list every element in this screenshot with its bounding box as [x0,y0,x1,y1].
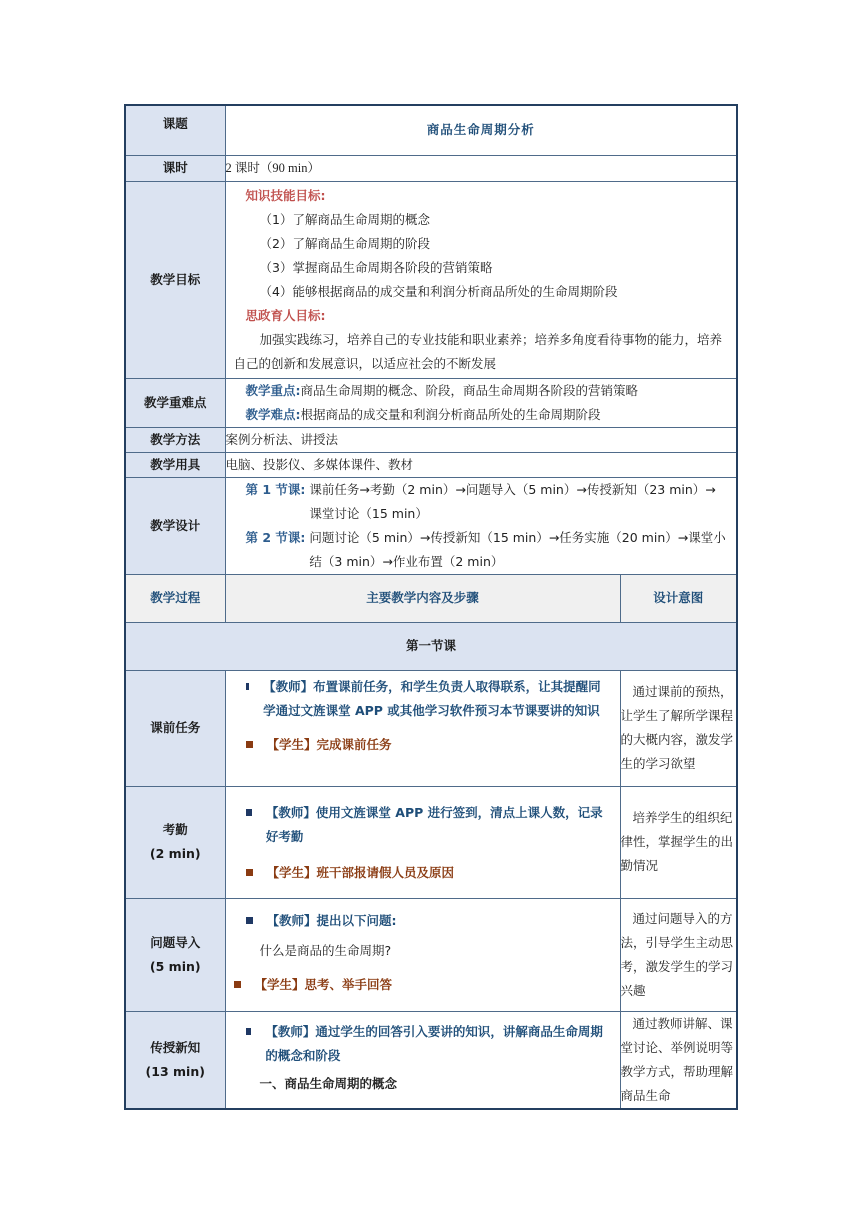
hours-label: 课时 [125,155,225,181]
process-intent: 通过课前的预热，让学生了解所学课程的大概内容，激发学生的学习欲望 [620,670,737,786]
process-label: 课前任务 [125,670,225,786]
design-lesson2-heading: 第 2 节课: [245,529,306,545]
teacher-step-text: 【教师】布置课前任务，和学生负责人取得联系，让其提醒同学通过文旌课堂 APP 或其他学习软件预习本节课要讲的知识 [263,678,601,718]
goals-content [225,181,737,378]
title-label: 课题 [125,105,225,155]
hours-row [125,155,737,181]
bullet-icon [246,741,253,748]
process-label-cell [125,786,225,898]
bullet-icon [246,869,253,876]
tools-value: 电脑、投影仪、多媒体课件、教材 [225,452,737,477]
design-row [125,477,737,574]
process-row [125,898,737,1011]
ideology-goals-heading: 思政育人目标: [245,307,326,323]
student-step [246,733,610,757]
section-row [125,622,737,670]
process-row [125,1011,737,1109]
process-label-cell [125,898,225,1011]
design-label: 教学设计 [125,477,225,574]
method-row [125,427,737,452]
process-label: 传授新知 [150,1039,201,1055]
ideology-goals-text: 加强实践练习，培养自己的专业技能和职业素养；培养多角度看待事物的能力，培养自己的创新和发展意识，以适应社会的不断发展 [233,331,723,371]
process-time: (2 min) [149,846,201,861]
teacher-step [246,675,610,723]
teacher-step-text: 【教师】提出以下问题: [266,912,397,928]
process-content [225,670,620,786]
header-intent: 设计意图 [620,574,737,622]
section-title: 第一节课 [125,622,737,670]
process-row [125,786,737,898]
process-header-row [125,574,737,622]
student-step-text: 【学生】思考、举手回答 [254,976,393,992]
student-step-text: 【学生】完成课前任务 [266,736,392,752]
teacher-step [234,909,610,933]
difficult-point-heading: 教学难点: [245,406,301,422]
student-step-text: 【学生】班干部报请假人员及原因 [266,864,455,880]
header-content: 主要教学内容及步骤 [225,574,620,622]
question-text: 什么是商品的生命周期? [259,942,392,958]
design-lesson1-text: 课前任务→考勤（2 min）→问题导入（5 min）→传授新知（23 min）→课堂讨论（15 min） [309,481,716,521]
key-points-row [125,378,737,427]
design-lesson2-text: 问题讨论（5 min）→传授新知（15 min）→任务实施（20 min）→课堂小结（3 min）→作业布置（2 min） [309,529,726,569]
goal-item: （3）掌握商品生命周期各阶段的营销策略 [259,259,493,275]
goals-row [125,181,737,378]
process-intent: 通过教师讲解、课堂讨论、举例说明等教学方式，帮助理解商品生命 [620,1011,737,1109]
process-content [225,1011,620,1109]
process-label: 问题导入 [150,934,201,950]
process-time: (5 min) [149,958,201,974]
knowledge-goals-heading: 知识技能目标: [245,187,326,203]
process-content [225,786,620,898]
bullet-icon [246,1028,252,1035]
goal-item: （2）了解商品生命周期的阶段 [259,235,430,251]
bullet-icon [234,981,241,988]
design-lesson1-heading: 第 1 节课: [245,481,306,497]
process-label-cell [125,1011,225,1109]
title-row [125,105,737,155]
teacher-step-text: 【教师】通过学生的回答引入要讲的知识，讲解商品生命周期的概念和阶段 [265,1023,603,1063]
process-intent: 培养学生的组织纪律性，掌握学生的出勤情况 [620,786,737,898]
goal-item: （1）了解商品生命周期的概念 [259,211,430,227]
bullet-icon [246,917,253,924]
process-time: (13 min) [145,1063,205,1079]
process-intent: 通过问题导入的方法，引导学生主动思考，激发学生的学习兴趣 [620,898,737,1011]
student-step [246,861,610,885]
header-process: 教学过程 [125,574,225,622]
difficult-point-text: 根据商品的成交量和利润分析商品所处的生命周期阶段 [300,406,601,422]
goals-label: 教学目标 [125,181,225,378]
key-points-content [225,378,737,427]
bullet-icon [246,809,252,816]
tools-label: 教学用具 [125,452,225,477]
lesson-title: 商品生命周期分析 [225,105,737,155]
process-label: 考勤 [162,822,188,837]
design-content [225,477,737,574]
subheading: 一、商品生命周期的概念 [259,1075,398,1091]
tools-row [125,452,737,477]
student-step [234,973,610,997]
lesson-plan-table [124,104,738,1110]
method-value: 案例分析法、讲授法 [225,427,737,452]
key-point-heading: 教学重点: [245,382,301,398]
teacher-step [246,801,610,849]
process-row [125,670,737,786]
method-label: 教学方法 [125,427,225,452]
bullet-icon [246,683,250,690]
teacher-step-text: 【教师】使用文旌课堂 APP 进行签到，清点上课人数，记录好考勤 [265,804,603,844]
process-content [225,898,620,1011]
key-point-text: 商品生命周期的概念、阶段，商品生命周期各阶段的营销策略 [300,382,639,398]
teacher-step [246,1020,610,1068]
key-points-label: 教学重难点 [125,378,225,427]
hours-value: 2 课时（90 min） [225,155,737,181]
goal-item: （4）能够根据商品的成交量和利润分析商品所处的生命周期阶段 [259,283,618,299]
